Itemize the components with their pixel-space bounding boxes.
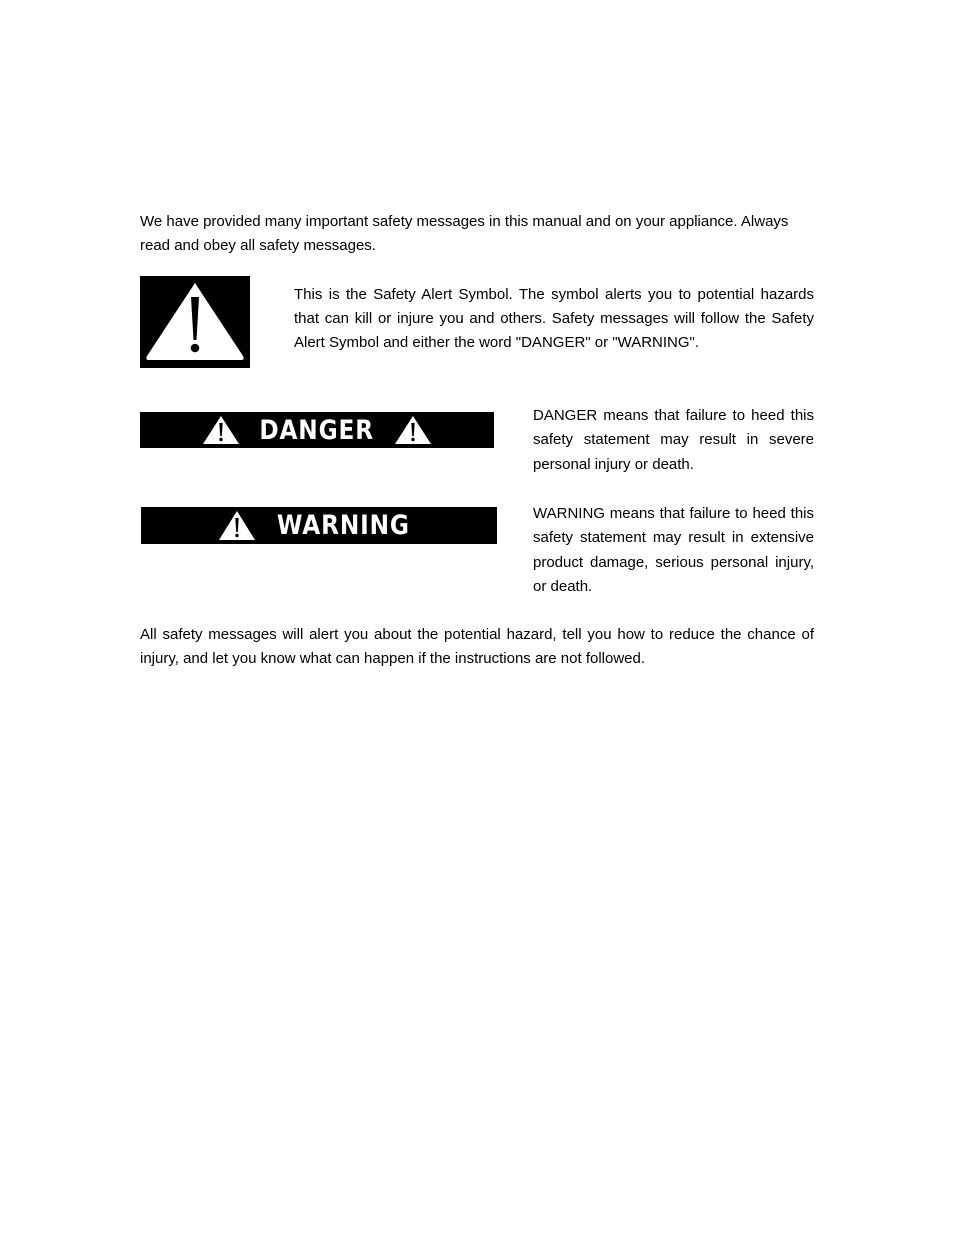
warning-label: WARNING bbox=[276, 510, 410, 541]
danger-label: DANGER bbox=[259, 414, 375, 446]
warning-description: WARNING means that failure to heed this safety statement may result in extensive product damage, serious personal injury, or death. bbox=[533, 505, 814, 595]
danger-description: DANGER means that failure to heed this safety statement may result in severe personal injury or death. bbox=[533, 407, 814, 473]
safety-alert-description: This is the Safety Alert Symbol. The symbol alerts you to potential hazards that can kill or injure you and others. Safety messages will follow the Safety Alert Symbol and either the word "DANGER" or "WARNING". bbox=[294, 286, 814, 351]
safety-alert-symbol bbox=[140, 276, 250, 368]
danger-banner bbox=[140, 412, 494, 448]
closing-paragraph: All safety messages will alert you about the potential hazard, tell you how to reduce the chance of injury, and let you know what can happen if the instructions are not followed. bbox=[140, 626, 814, 667]
warning-banner bbox=[141, 507, 497, 544]
warning-triangle-icon bbox=[202, 415, 240, 445]
warning-triangle-icon bbox=[218, 510, 256, 541]
warning-triangle-icon bbox=[394, 415, 432, 445]
safety-alert-icon bbox=[140, 276, 250, 368]
intro-paragraph: We have provided many important safety messages in this manual and on your appliance. Always read and obey all safety messages. bbox=[140, 213, 789, 254]
